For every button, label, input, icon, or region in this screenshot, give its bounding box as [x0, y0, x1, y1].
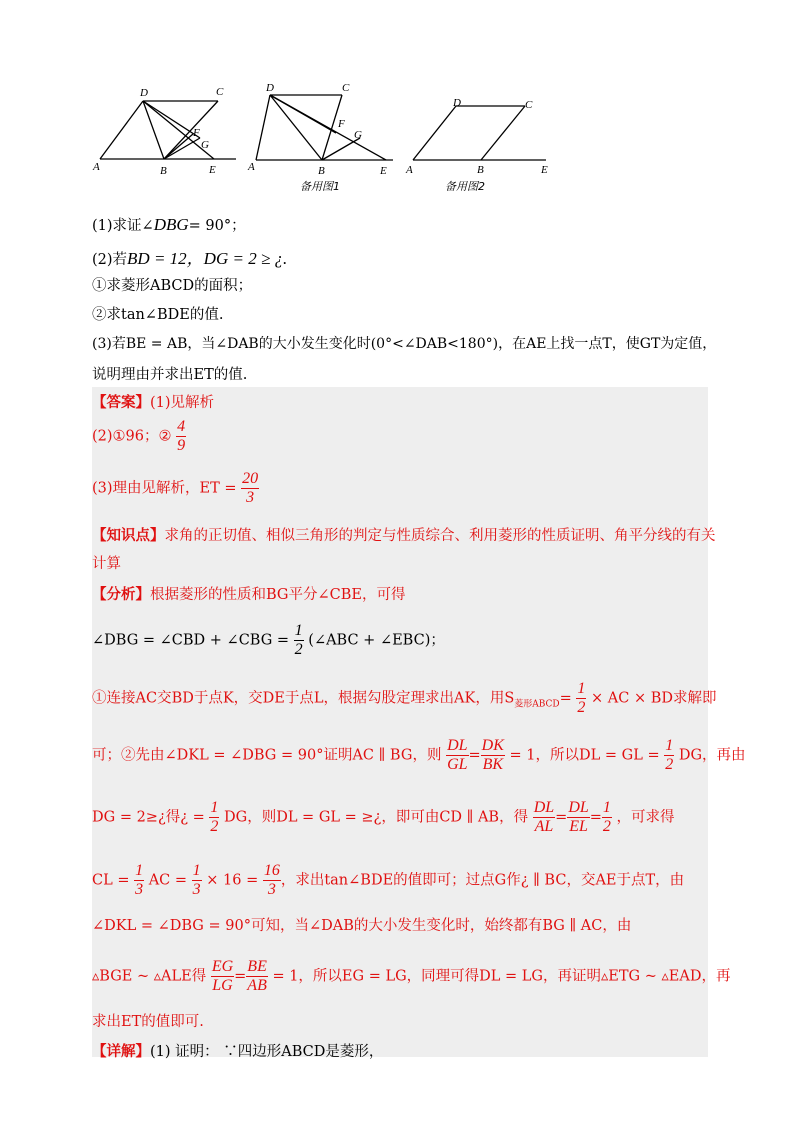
analysis-5-c: ，可求得 [616, 809, 675, 826]
fig3-label-c: C [525, 99, 533, 111]
analysis-6-a: CL = [92, 872, 130, 889]
figure-spare-1 [256, 95, 393, 160]
fig2-label-g: G [354, 129, 362, 141]
analysis-4-frac-3: $\frac{1}{2}$ [665, 737, 674, 773]
analysis-5-a: DG = 2≥¿得¿ = [92, 809, 205, 826]
fig3-label-d: D [453, 97, 461, 109]
question-part-3-line2: 说明理由并求出ET的值. [92, 367, 248, 383]
fig1-label-d: D [140, 87, 148, 99]
analysis-8-frac-1: $\frac{EG}{LG}$ [211, 958, 234, 994]
q1-suffix: = 90°； [188, 218, 246, 234]
analysis-tag: 【分析】 [92, 586, 150, 603]
analysis-4-c: DG，再由 [678, 747, 746, 764]
fig3-label-a: A [406, 164, 413, 176]
fig1-label-c: C [216, 86, 224, 98]
analysis-8-b: = 1，所以EG = LG，同理可得DL = LG，再证明▵ETG ~ ▵EAD，再 [272, 968, 731, 985]
answer-line-2 [92, 418, 186, 455]
analysis-line-7: ∠DKL = ∠DBG = 90°可知，当∠DAB的大小发生变化时，始终都有BG ∥ AC，由 [92, 918, 632, 934]
analysis-line-3 [92, 680, 717, 717]
question-part-2b: ②求tan∠BDE的值. [92, 307, 224, 323]
analysis-6-frac-1: $\frac{1}{3}$ [135, 862, 144, 898]
analysis-6-b: AC = [148, 872, 188, 889]
fig2-label-f: F [338, 118, 345, 130]
analysis-line-1 [92, 583, 406, 604]
answer-line-3 [92, 470, 259, 507]
analysis-8-eq: = [234, 968, 247, 985]
fig2-label-b: B [318, 165, 325, 177]
answer-line-1 [92, 391, 214, 412]
analysis-5-frac-3: $\frac{DL}{EL}$ [568, 799, 589, 835]
analysis-3-mid: = [559, 690, 572, 707]
analysis-line-8 [92, 958, 730, 995]
analysis-4-a: 可；②先由∠DKL = ∠DBG = 90°证明AC ∥ BG，则 [92, 747, 442, 764]
fig1-label-b: B [160, 165, 167, 177]
detail-line-1 [92, 1040, 383, 1061]
fig1-label-f: F [193, 127, 200, 139]
analysis-line-5 [92, 799, 675, 836]
analysis-4-frac-2: $\frac{DK}{BK}$ [481, 737, 504, 773]
figure-spare-2 [413, 106, 546, 160]
analysis-text-1: 根据菱形的性质和BG平分∠CBE，可得 [150, 587, 406, 603]
caption-spare-1: 备用图1 [300, 180, 340, 193]
q2-prefix: (2)若 [92, 252, 128, 268]
fig2-label-c: C [342, 82, 350, 94]
analysis-line-2 [92, 622, 445, 659]
geometry-figure [88, 78, 568, 198]
detail-tag: 【详解】 [92, 1043, 150, 1060]
fig3-label-b: B [477, 164, 484, 176]
question-part-2a: ①求菱形ABCD的面积； [92, 278, 253, 294]
analysis-4-eq: = [468, 747, 481, 764]
fig1-label-a: A [93, 161, 100, 173]
analysis-6-d: ，求出tan∠BDE的值即可；过点G作¿ ∥ BC，交AE于点T，由 [280, 872, 685, 889]
fig1-label-e: E [209, 164, 216, 176]
analysis-6-frac-2: $\frac{1}{3}$ [192, 862, 201, 898]
fig1-label-g: G [201, 139, 209, 151]
fig2-label-e: E [380, 165, 387, 177]
knowledge-text-1: 求角的正切值、相似三角形的判定与性质综合、利用菱形的性质证明、角平分线的有关 [164, 528, 716, 544]
analysis-4-frac-1: $\frac{DL}{GL}$ [447, 737, 468, 773]
q1-math: DBG [153, 215, 189, 234]
caption-spare-2: 备用图2 [445, 180, 485, 193]
analysis-5-eq2: = [589, 809, 602, 826]
analysis-3-fraction: $\frac{1}{2}$ [577, 680, 586, 716]
answer-tag: 【答案】 [92, 394, 150, 411]
analysis-5-b: DG，则DL = GL = ≥¿，即可由CD ∥ AB，得 [223, 809, 529, 826]
analysis-5-frac-2: $\frac{DL}{AL}$ [533, 799, 555, 835]
question-part-1 [92, 214, 246, 235]
answer-1: (1)见解析 [150, 395, 215, 411]
analysis-4-b: = 1，所以DL = GL = [509, 747, 660, 764]
q1-prefix: (1)求证∠ [92, 218, 154, 234]
analysis-6-frac-3: $\frac{16}{3}$ [263, 862, 280, 898]
analysis-2-left: ∠DBG = ∠CBD + ∠CBG = [92, 632, 290, 649]
analysis-3-left: ①连接AC交BD于点K，交DE于点L，根据勾股定理求出AK，用S [92, 690, 515, 707]
analysis-8-a: ▵BGE ~ ▵ALE得 [92, 968, 207, 985]
question-part-2 [92, 244, 287, 269]
analysis-5-frac-1: $\frac{1}{2}$ [210, 799, 219, 835]
analysis-3-right: × AC × BD求解即 [591, 690, 717, 707]
fig2-label-d: D [266, 82, 274, 94]
question-part-3-line1: (3)若BE = AB，当∠DAB的大小发生变化时(0°<∠DAB<180°)，在AE上找一点T，使GT为定值， [92, 336, 717, 352]
answer-3-prefix: (3)理由见解析，ET = [92, 480, 237, 497]
fig2-label-a: A [248, 161, 255, 173]
answer-2-prefix: (2)①96；② [92, 428, 172, 445]
analysis-5-frac-4: $\frac{1}{2}$ [602, 799, 611, 835]
fig3-label-e: E [541, 164, 548, 176]
analysis-2-right: (∠ABC + ∠EBC)； [308, 632, 445, 649]
analysis-6-c: × 16 = [206, 872, 259, 889]
figure-main [100, 101, 236, 159]
analysis-8-frac-2: $\frac{BE}{AB}$ [247, 958, 267, 994]
knowledge-line-2: 计算 [92, 556, 121, 572]
analysis-line-4 [92, 737, 746, 774]
knowledge-line-1 [92, 524, 716, 545]
analysis-3-sub: 菱形ABCD [514, 699, 560, 710]
analysis-2-fraction: $\frac{1}{2}$ [294, 622, 303, 658]
q2-math: BD = 12，DG = 2 ≥ ¿. [127, 249, 288, 268]
answer-3-fraction: $\frac{20}{3}$ [242, 470, 259, 506]
analysis-line-9: 求出ET的值即可. [92, 1014, 204, 1030]
detail-text: (1) 证明： ∵四边形ABCD是菱形， [150, 1044, 384, 1060]
answer-2-fraction: $\frac{4}{9}$ [177, 418, 186, 454]
knowledge-tag: 【知识点】 [92, 527, 165, 544]
analysis-line-6 [92, 862, 684, 899]
analysis-5-eq: = [555, 809, 568, 826]
